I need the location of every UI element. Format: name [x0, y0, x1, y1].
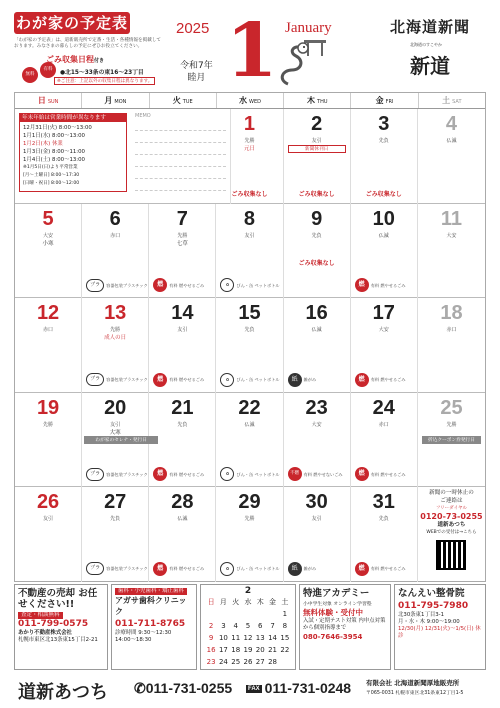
- footer: [14, 674, 486, 702]
- day-cell-20[interactable]: 20 友引 大寒 わが家のセレナ・発行日 プラ 容器包装プラスチック: [82, 393, 149, 488]
- paid-badge: 有料: [40, 62, 56, 78]
- dow-sat: 土SAT: [442, 96, 462, 105]
- calendar-grid: [14, 92, 486, 582]
- dow-sun: 日SUN: [15, 93, 82, 108]
- burn-icon: 燃: [153, 278, 167, 292]
- gomi-title: ごみ収集日程付き: [46, 55, 105, 64]
- day-cell-31[interactable]: 31 先負 燃 有料 燃やせるごみ: [351, 487, 418, 582]
- ad-realty[interactable]: 不動産の売却 お任せください!! 査定・相談無料 011-799-0575 あかり不動産株式会社 札幌市東区北13条東15丁目2-21: [14, 584, 108, 670]
- snake-illustration: [274, 38, 338, 88]
- day-cell-6[interactable]: 6 赤口 プラ 容器包装プラスチック: [82, 204, 149, 299]
- day-cell-7[interactable]: 7 先勝 七草 燃 有料 燃やせるごみ: [149, 204, 216, 299]
- day-cell-12[interactable]: 12 赤口: [15, 298, 82, 393]
- day-cell-5[interactable]: 5 大安 小寒: [15, 204, 82, 299]
- footer-fax: FAX 011-731-0248: [248, 680, 352, 696]
- day-cell-30[interactable]: 30 友引 紙 雑がみ: [284, 487, 351, 582]
- ad-seikotsu[interactable]: なんえい整骨院 011-795-7980 北30条東1丁目3-1 月・水・木 9:00〜19:00 12/30(月) 12/31(火)〜1/5(日) 休診: [394, 584, 486, 670]
- week-4: [15, 393, 485, 488]
- day-cell-16[interactable]: 16 仏滅 紙 雑がみ: [284, 298, 351, 393]
- day-cell-1[interactable]: 1 先勝 元日 ごみ収集なし: [216, 109, 283, 204]
- week-5: [15, 487, 485, 582]
- holiday-hours-box: 年末年始は営業時間が異なります 12月31日(火) 8:00〜13:00 1月1日(水) 8:00〜13:00 1月2日(木) 休業 1月3日(金) 8:00〜11:00 1月4日(土) 8:00〜13:00 ※1月5日(日)より平常営業 [月〜土曜日] 8:00〜17:30 [日曜・祝日] 8:00〜12:00: [19, 113, 127, 192]
- dow-tue: 火TUE: [150, 93, 217, 108]
- ad-dental[interactable]: 歯科・小児歯科・矯正歯科 アガサ歯科クリニック 011-711-8765 診療時間 9:30〜12:30 14:00〜18:30: [111, 584, 197, 670]
- dow-thu: 木THU: [284, 93, 351, 108]
- ad-academy[interactable]: 特進アカデミー 小中学生対象 オンライン学習塾 無料体験・受付中 入試・定期テスト対策 内申点対策から個別指導まで 080-7646-3954: [299, 584, 391, 670]
- month-number: 1: [226, 8, 278, 94]
- footer-company: 有限会社 北海道新聞厚地販売所: [366, 679, 460, 687]
- dow-wed: 水WED: [217, 93, 284, 108]
- day-cell-4[interactable]: 4 仏滅: [445, 113, 458, 144]
- qr-code[interactable]: [436, 540, 466, 570]
- newspaper-logo-sub: 北海道のすこやか: [410, 42, 442, 47]
- footer-shop-name: 道新あつち: [18, 682, 108, 703]
- day-cell-18[interactable]: 18 赤口: [440, 302, 463, 334]
- week-1: [15, 109, 485, 204]
- suspend-info-box: 新聞の一時休止の ご連絡は フリーダイヤル 0120-73-0255 道新あつち WEBでの受付は→こちら: [418, 487, 485, 582]
- day-cell-28[interactable]: 28 仏滅 燃 有料 燃やせるごみ: [149, 487, 216, 582]
- phone-icon: ✆: [134, 680, 146, 696]
- day-cell-27[interactable]: 27 先負 プラ 容器包装プラスチック: [82, 487, 149, 582]
- newspaper-logo: 北海道新聞: [390, 18, 471, 36]
- day-cell-29[interactable]: 29 先勝 ♻ びん・缶 ペットボトル: [216, 487, 283, 582]
- day-cell-8[interactable]: 8 友引 ♻ びん・缶 ペットボトル: [216, 204, 283, 299]
- free-dial-tel[interactable]: 0120-73-0255: [420, 512, 483, 522]
- burn-icon: 燃: [355, 373, 369, 387]
- month-english: January: [285, 20, 332, 36]
- intro-text: 「わが家の予定表」は、道新販売所で定番・生活・各種情報を掲載しております。みなさまの暮らしの予定にぜひお役立てください。: [14, 38, 162, 49]
- dow-fri: 金FRI: [351, 93, 418, 108]
- day-cell-24[interactable]: 24 赤口 燃 有料 燃やせるごみ: [351, 393, 418, 488]
- day-cell-19[interactable]: 19 先勝: [15, 393, 82, 488]
- day-cell-13[interactable]: 13 先勝 成人の日 プラ 容器包装プラスチック: [82, 298, 149, 393]
- paper-icon: 紙: [288, 562, 302, 576]
- era: 令和7年 睦月: [180, 61, 213, 83]
- burn-icon: 燃: [355, 467, 369, 481]
- page-title: わが家の予定表: [15, 14, 128, 32]
- footer-address: 〒065-0031 札幌市東区北31条東12丁目1-5: [366, 691, 464, 696]
- day-cell-21[interactable]: 21 先負 燃 有料 燃やせるごみ: [149, 393, 216, 488]
- day-cell-23[interactable]: 23 大安 不燃 有料 燃やせないごみ: [284, 393, 351, 488]
- day-cell-17[interactable]: 17 大安 燃 有料 燃やせるごみ: [351, 298, 418, 393]
- burn-icon: 燃: [355, 278, 369, 292]
- free-badge: 無料: [22, 67, 38, 83]
- day-cell-11[interactable]: 11 大安: [440, 207, 463, 239]
- bin-can-icon: ♻: [220, 467, 234, 481]
- footer-tel[interactable]: ✆011-731-0255: [134, 680, 233, 696]
- header: [0, 0, 500, 92]
- pla-icon: プラ: [86, 279, 104, 292]
- day-cell-22[interactable]: 22 仏滅 ♻ びん・缶 ペットボトル: [216, 393, 283, 488]
- gomi-area: ●北15〜33条の東16〜23丁目: [60, 70, 144, 76]
- day-of-week-header: [15, 93, 485, 109]
- burn-icon: 燃: [153, 562, 167, 576]
- dow-mon: 月MON: [82, 93, 149, 108]
- day-cell-25[interactable]: 25 先勝 折込クーポン券発行日: [418, 393, 485, 488]
- gomi-note: ※ご注意：上記以外の収集日程は異なります。: [54, 77, 155, 85]
- newspaper-logo-2: 新道: [410, 54, 450, 78]
- day-cell-9[interactable]: 9 先負 ごみ収集なし: [284, 204, 351, 299]
- burn-icon: 燃: [153, 467, 167, 481]
- bin-can-icon: ♻: [220, 373, 234, 387]
- bin-can-icon: ♻: [220, 562, 234, 576]
- year: 2025: [176, 20, 210, 37]
- pla-icon: プラ: [86, 562, 104, 575]
- day-cell-2[interactable]: 2 友引 新聞休刊日 ごみ収集なし: [284, 109, 351, 204]
- day-cell-14[interactable]: 14 友引 燃 有料 燃やせるごみ: [149, 298, 216, 393]
- burn-icon: 燃: [153, 373, 167, 387]
- nonburn-icon: 不燃: [288, 467, 302, 481]
- day-cell-3[interactable]: 3 先負 ごみ収集なし: [351, 109, 418, 204]
- day-cell-10[interactable]: 10 仏滅 燃 有料 燃やせるごみ: [351, 204, 418, 299]
- paper-icon: 紙: [288, 373, 302, 387]
- bin-can-icon: ♻: [220, 278, 234, 292]
- burn-icon: 燃: [355, 562, 369, 576]
- ad-minical: 2 日 月 火 水 木 金 土 1 2 3 4 5 6 7 8 9 10 11 12 13 14 15 16 17 18 19 20 21 22 23 24 25 26 27 28: [200, 584, 296, 670]
- pla-icon: プラ: [86, 468, 104, 481]
- week-2: [15, 204, 485, 299]
- pla-icon: プラ: [86, 373, 104, 386]
- ads-row: [14, 584, 486, 670]
- week-3: [15, 298, 485, 393]
- day-cell-15[interactable]: 15 先負 ♻ びん・缶 ペットボトル: [216, 298, 283, 393]
- day-cell-26[interactable]: 26 友引: [15, 487, 82, 582]
- memo-area[interactable]: MEMO: [131, 109, 231, 204]
